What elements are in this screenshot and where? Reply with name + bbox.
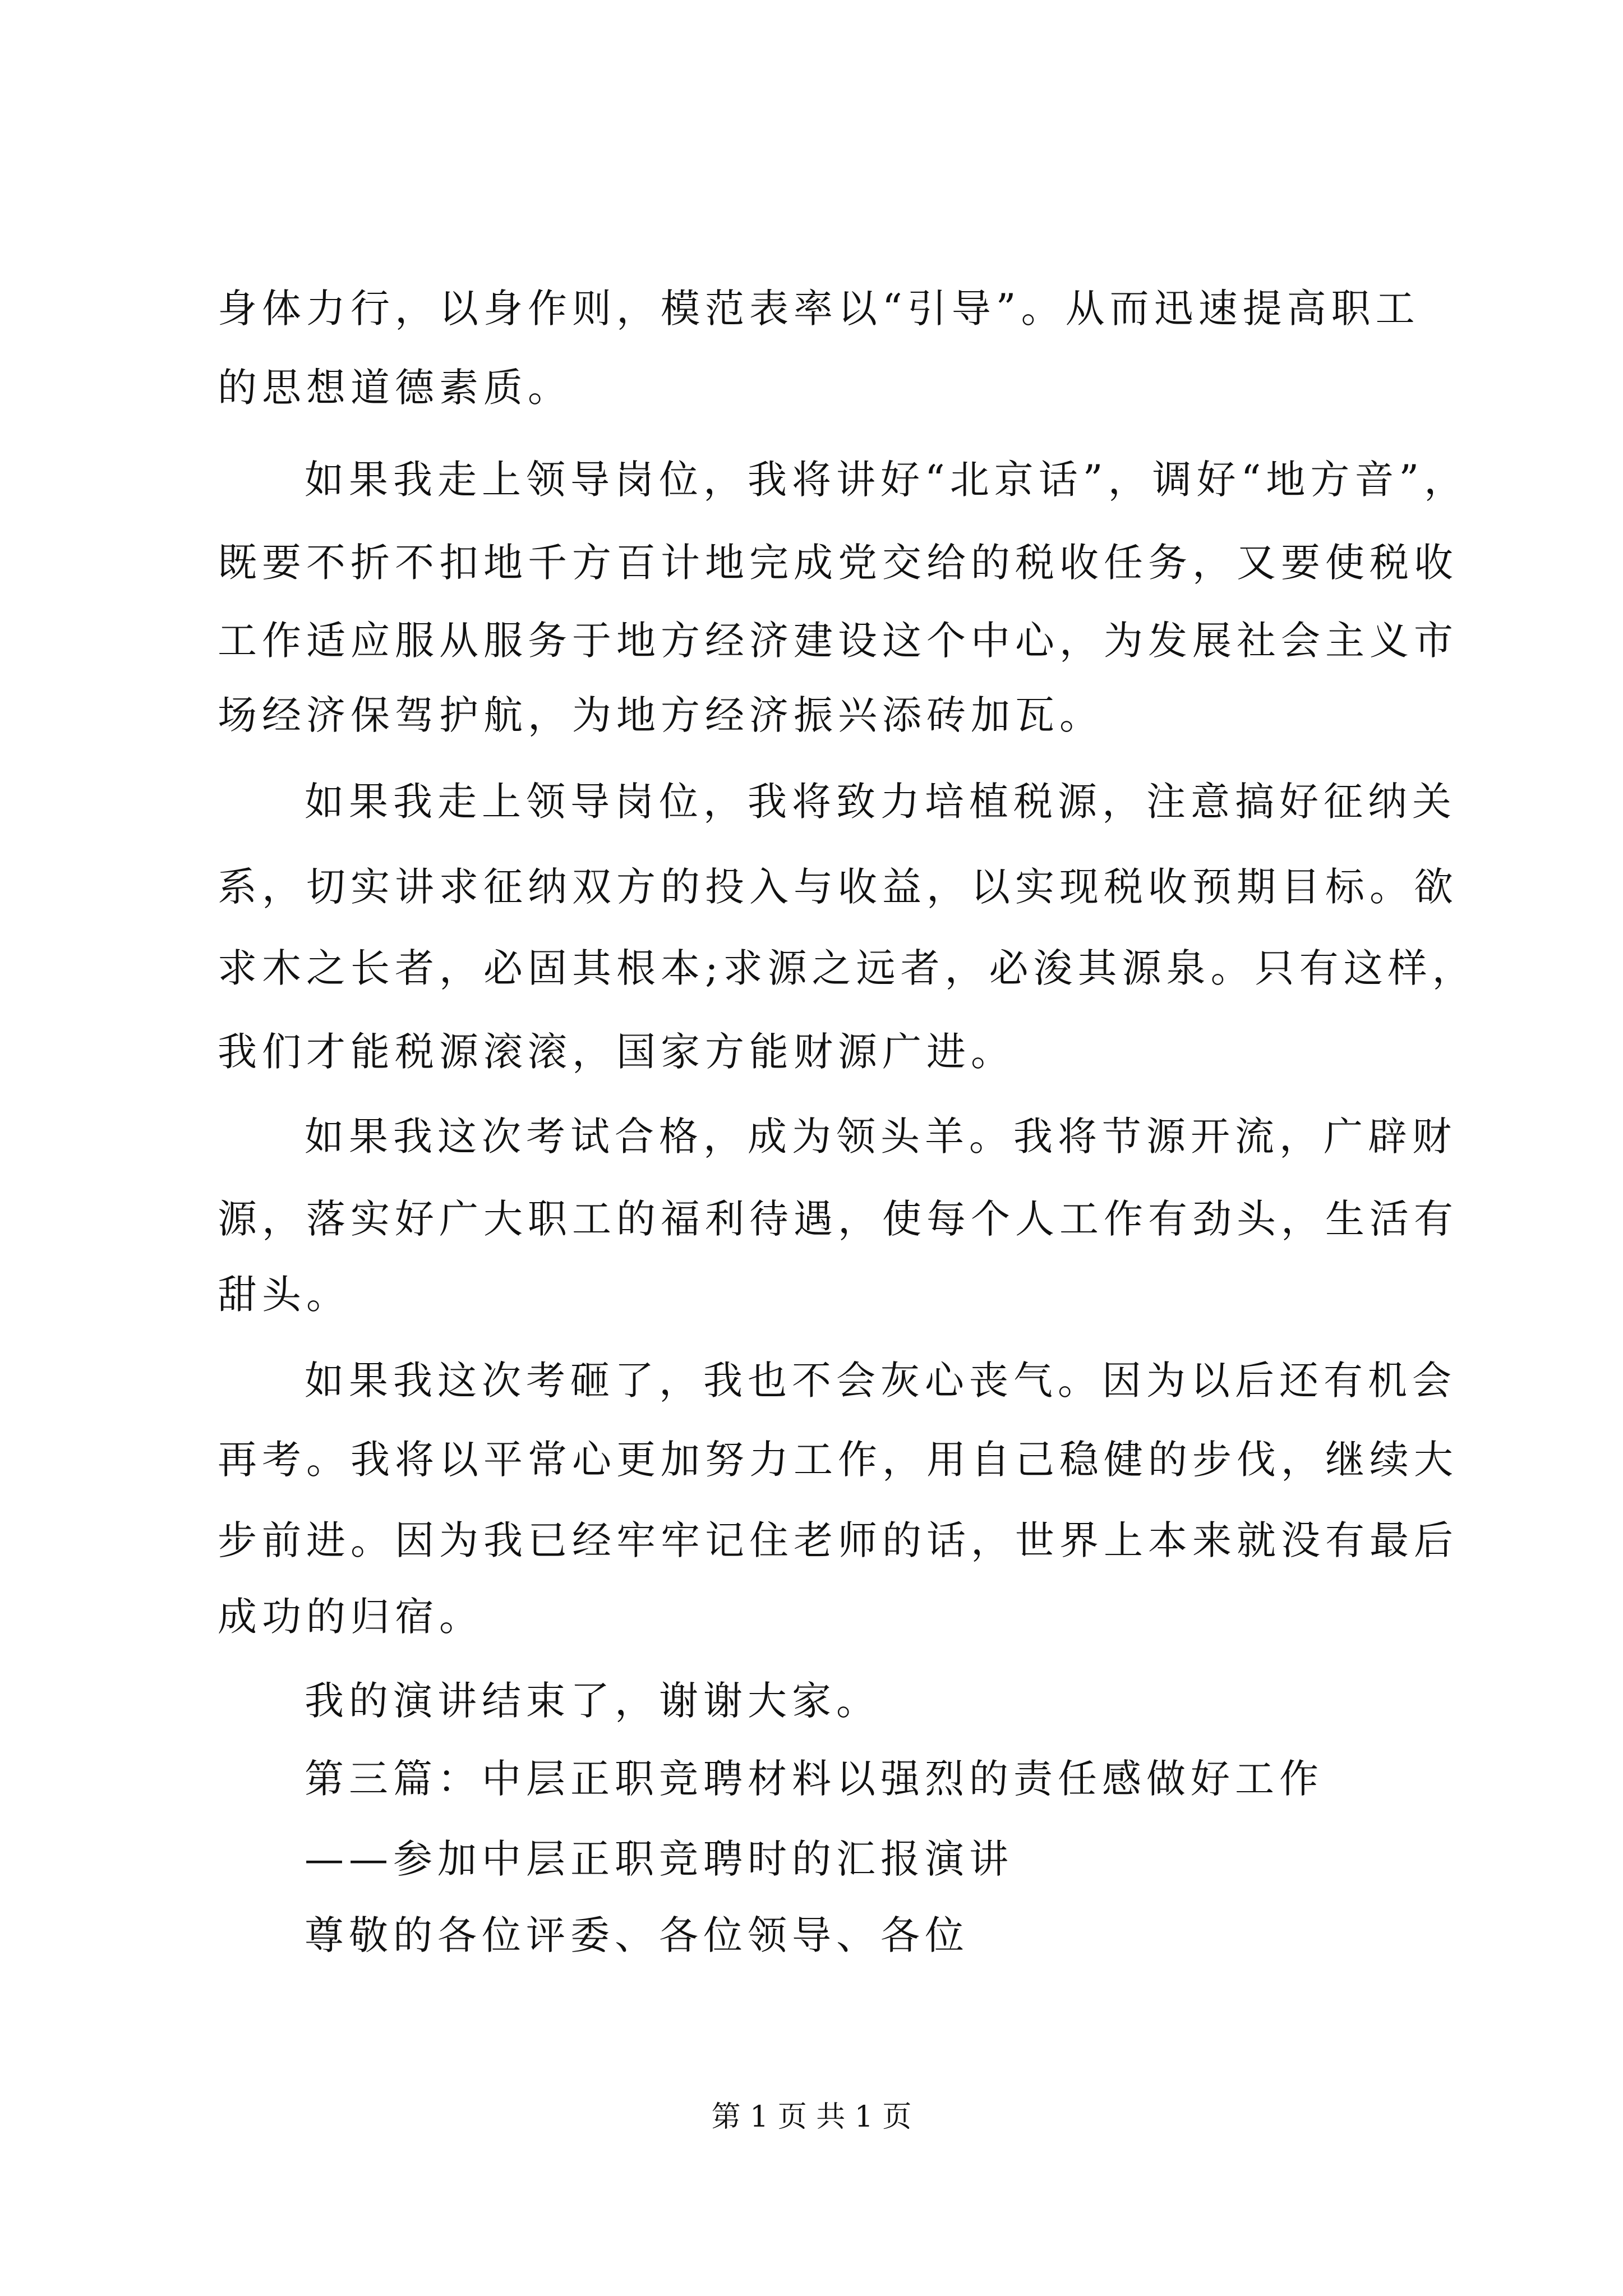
text-line-20: ——参加中层正职竞聘时的汇报演讲 (305, 1836, 1013, 1882)
text-line-14: 如果我这次考砸了，我也不会灰心丧气。因为以后还有机会 (305, 1358, 1456, 1404)
text-line-9: 求木之长者，必固其根本;求源之远者，必浚其源泉。只有这样， (218, 945, 1477, 991)
text-line-15: 再考。我将以平常心更加努力工作，用自己稳健的步伐，继续大 (218, 1437, 1458, 1483)
text-line-12: 源，落实好广大职工的福利待遇，使每个人工作有劲头，生活有 (218, 1196, 1458, 1242)
text-line-21: 尊敬的各位评委、各位领导、各位 (305, 1912, 969, 1958)
text-line-8: 系，切实讲求征纳双方的投入与收益，以实现税收预期目标。欲 (218, 864, 1458, 910)
text-line-19: 第三篇：中层正职竞聘材料以强烈的责任感做好工作 (305, 1756, 1324, 1802)
text-line-5: 工作适应服从服务于地方经济建设这个中心，为发展社会主义市 (218, 618, 1458, 664)
page-footer: 第 1 页 共 1 页 (711, 2100, 912, 2134)
text-line-7: 如果我走上领导岗位，我将致力培植税源，注意搞好征纳关 (305, 779, 1456, 825)
text-line-6: 场经济保驾护航，为地方经济振兴添砖加瓦。 (218, 692, 1104, 738)
text-line-11: 如果我这次考试合格，成为领头羊。我将节源开流，广辟财 (305, 1114, 1456, 1159)
text-line-1: 身体力行，以身作则，模范表率以“引导”。从而迅速提高职工 (218, 286, 1420, 332)
text-line-3: 如果我走上领导岗位，我将讲好“北京话”，调好“地方音”， (305, 457, 1469, 503)
text-line-13: 甜头。 (218, 1272, 351, 1318)
text-line-10: 我们才能税源滚滚，国家方能财源广进。 (218, 1029, 1015, 1075)
text-line-16: 步前进。因为我已经牢牢记住老师的话，世界上本来就没有最后 (218, 1517, 1458, 1563)
text-line-4: 既要不折不扣地千方百计地完成党交给的税收任务，又要使税收 (218, 540, 1458, 586)
text-line-18: 我的演讲结束了，谢谢大家。 (305, 1678, 880, 1724)
text-line-17: 成功的归宿。 (218, 1594, 483, 1640)
text-line-2: 的思想道德素质。 (218, 365, 572, 411)
